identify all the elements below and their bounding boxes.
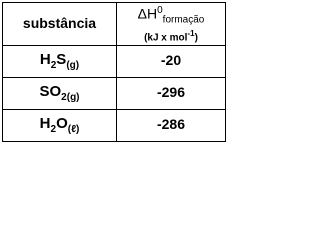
substance-cell [3,109,117,141]
formula-part: H [39,51,51,69]
delta-h-text: ΔH [137,5,158,22]
formula-part: O [56,115,68,133]
header-substance-label: substância [22,14,97,31]
formula-part: SO [39,83,62,101]
formula-part: 2 [50,124,57,136]
formula [39,83,80,104]
value-cell [117,45,226,77]
enthalpy-value: -286 [156,116,186,133]
enthalpy-value: -296 [156,84,186,101]
table-row [3,109,226,141]
enthalpy-value: -20 [160,52,182,69]
header-row [3,3,226,46]
formula [39,115,80,136]
units-close: ) [194,32,198,44]
formula-part: 2 [50,60,57,72]
enthalpy-table [2,2,226,142]
table-row [3,77,226,109]
formula-part: H [39,115,51,133]
formula-part: S [56,51,67,69]
enthalpy-symbol [117,3,225,28]
delta-h-superscript: 0 [157,5,163,16]
substance-cell [3,45,117,77]
header-substance [3,3,117,46]
enthalpy-units [117,28,225,44]
formula-part: (g) [66,60,80,72]
formula [39,51,80,72]
units-main: (kJ x mol [144,32,188,44]
units-superscript: -1 [187,29,195,39]
table-row [3,45,226,77]
delta-h-subscript: formação [162,14,205,26]
substance-cell [3,77,117,109]
header-enthalpy [117,3,226,46]
formula-part: (ℓ) [67,124,80,136]
value-cell [117,109,226,141]
formula-part: 2(g) [61,92,80,104]
value-cell [117,77,226,109]
